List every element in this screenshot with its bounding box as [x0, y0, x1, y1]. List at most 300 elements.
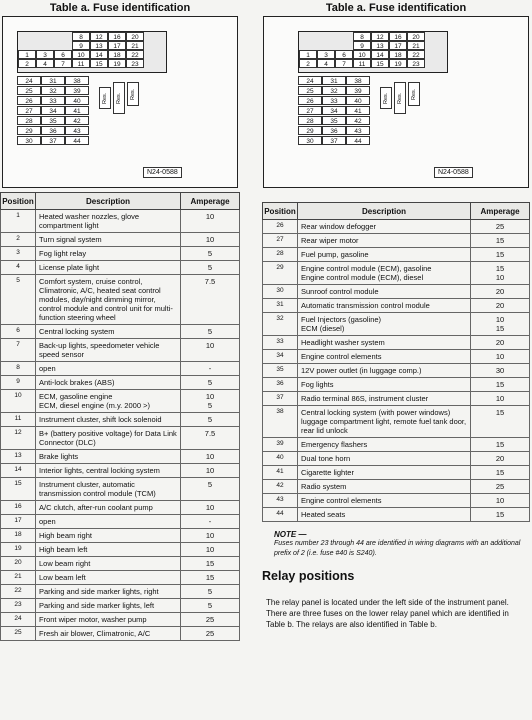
fuse-slot: 36 — [322, 126, 346, 135]
fuse-position: 5 — [1, 275, 36, 325]
fuse-row — [298, 96, 378, 105]
fuse-description: High beam left — [36, 543, 181, 557]
fuse-position: 32 — [263, 313, 298, 336]
fuse-row — [18, 41, 166, 50]
fuse-slot: 7 — [54, 59, 72, 68]
fuse-slot: 21 — [126, 41, 144, 50]
table-row — [1, 339, 240, 362]
fuse-slot: 43 — [65, 126, 89, 135]
table-row — [1, 585, 240, 599]
table-row — [1, 210, 240, 233]
relay-slot — [99, 87, 111, 109]
fuse-row — [299, 59, 447, 68]
fuse-position: 35 — [263, 364, 298, 378]
fuse-amperage: 5 — [181, 585, 240, 599]
fuse-slot: 17 — [389, 41, 407, 50]
fuse-amperage: 10 — [181, 210, 240, 233]
fuse-position: 14 — [1, 464, 36, 478]
fuse-position: 30 — [263, 285, 298, 299]
fuse-slot: 27 — [17, 106, 41, 115]
fuse-description: open — [36, 362, 181, 376]
fuse-amperage: 25 — [181, 627, 240, 641]
fuse-slot: 4 — [317, 59, 335, 68]
table-row — [1, 233, 240, 247]
fuse-description: Instrument cluster, shift lock solenoid — [36, 413, 181, 427]
fuse-position: 3 — [1, 247, 36, 261]
note-body: Fuses number 23 through 44 are identified in wiring diagrams with an additional prefix of 2 (i.e. fuse #40 is S240). — [274, 540, 521, 557]
fuse-amperage: - — [181, 515, 240, 529]
fuse-amperage: 15 — [471, 378, 530, 392]
fuse-description: Heated washer nozzles, glove compartment light — [36, 210, 181, 233]
fuse-amperage: 10 — [181, 450, 240, 464]
fuse-slot: 44 — [65, 136, 89, 145]
fuse-slot — [36, 32, 54, 41]
relay-positions-body: The relay panel is located under the left side of the instrument panel. There are three fuses on the lower relay panel which are identified in Table b. The relays are also identified in Table b. — [266, 598, 509, 629]
fuse-amperage: 25 — [471, 480, 530, 494]
fuse-slot: 9 — [72, 41, 90, 50]
fuse-description: Central locking system (with power windows) luggage compartment light, remote fuel tank door, rear lid unlock — [298, 406, 471, 438]
fuse-row — [298, 116, 378, 125]
fuse-slot: 8 — [353, 32, 371, 41]
fuse-slot: 1 — [18, 50, 36, 59]
fuse-slot: 13 — [371, 41, 389, 50]
fuse-amperage: 5 — [181, 247, 240, 261]
fuse-description: Rear wiper motor — [298, 234, 471, 248]
fuse-description: Interior lights, central locking system — [36, 464, 181, 478]
fuse-position: 34 — [263, 350, 298, 364]
fuse-slot: 10 — [353, 50, 371, 59]
fuse-amperage: 10 — [181, 464, 240, 478]
fuse-amperage: 15 — [471, 406, 530, 438]
fuse-position: 18 — [1, 529, 36, 543]
table-row — [1, 325, 240, 339]
table-row — [263, 313, 530, 336]
table-row — [263, 299, 530, 313]
fuse-row — [18, 59, 166, 68]
table-row — [1, 464, 240, 478]
fuse-slot: 22 — [407, 50, 425, 59]
table-row — [1, 390, 240, 413]
fuse-slot: 18 — [108, 50, 126, 59]
fuse-amperage: 5 — [181, 261, 240, 275]
fuse-description: Engine control module (ECM), gasoline Engine control module (ECM), diesel — [298, 262, 471, 285]
fuse-amperage: 10 — [181, 543, 240, 557]
fuse-position: 9 — [1, 376, 36, 390]
fuse-position: 20 — [1, 557, 36, 571]
left-table-title: Table a. Fuse identification — [49, 2, 191, 14]
fuse-slot: 11 — [72, 59, 90, 68]
right-table-title: Table a. Fuse identification — [325, 2, 467, 14]
fuse-position: 15 — [1, 478, 36, 501]
table-row — [263, 438, 530, 452]
fuse-slot: 28 — [298, 116, 322, 125]
table-row — [263, 285, 530, 299]
fuse-slot: 24 — [298, 76, 322, 85]
table-row — [1, 515, 240, 529]
fuse-amperage: 20 — [471, 285, 530, 299]
fuse-slot — [335, 32, 353, 41]
fuse-slot: 42 — [65, 116, 89, 125]
fuse-slot: 4 — [36, 59, 54, 68]
table-row — [1, 557, 240, 571]
fuse-slot: 12 — [371, 32, 389, 41]
fuse-row — [17, 96, 97, 105]
left-fuse-table — [0, 192, 240, 641]
fuse-position: 28 — [263, 248, 298, 262]
fuse-description: Back-up lights, speedometer vehicle speed sensor — [36, 339, 181, 362]
diagram-code: N24-0588 — [434, 167, 473, 178]
relay-label: Res. — [102, 92, 108, 104]
relay-slot — [113, 82, 125, 114]
fuse-description: Turn signal system — [36, 233, 181, 247]
table-row — [1, 478, 240, 501]
fuse-description: Headlight washer system — [298, 336, 471, 350]
fuse-slot — [18, 41, 36, 50]
header-position: Position — [263, 203, 298, 220]
fuse-description: A/C clutch, after-run coolant pump — [36, 501, 181, 515]
fuse-slot: 11 — [353, 59, 371, 68]
fuse-slot: 2 — [18, 59, 36, 68]
table-row — [1, 613, 240, 627]
fuse-slot: 23 — [126, 59, 144, 68]
fuse-slot: 31 — [322, 76, 346, 85]
fuse-amperage: 20 — [471, 299, 530, 313]
fuse-amperage: 7.5 — [181, 427, 240, 450]
fuse-description: Low beam right — [36, 557, 181, 571]
fuse-position: 8 — [1, 362, 36, 376]
fuse-description: Sunroof control module — [298, 285, 471, 299]
fuse-amperage: 25 — [471, 220, 530, 234]
fuse-row — [17, 126, 97, 135]
fuse-description: 12V power outlet (in luggage comp.) — [298, 364, 471, 378]
fuse-position: 2 — [1, 233, 36, 247]
table-row — [1, 627, 240, 641]
fuse-box-lower — [17, 75, 97, 159]
fuse-slot: 16 — [389, 32, 407, 41]
header-description: Description — [36, 193, 181, 210]
fuse-slot: 19 — [108, 59, 126, 68]
fuse-slot: 33 — [322, 96, 346, 105]
fuse-position: 38 — [263, 406, 298, 438]
fuse-slot: 15 — [90, 59, 108, 68]
fuse-amperage: 10 — [181, 233, 240, 247]
fuse-position: 7 — [1, 339, 36, 362]
fuse-position: 37 — [263, 392, 298, 406]
fuse-description: High beam right — [36, 529, 181, 543]
fuse-slot: 38 — [65, 76, 89, 85]
relay-label: Res. — [116, 92, 122, 104]
table-row — [263, 392, 530, 406]
fuse-slot: 29 — [298, 126, 322, 135]
fuse-box-lower — [298, 75, 378, 159]
fuse-slot: 19 — [389, 59, 407, 68]
table-row — [1, 247, 240, 261]
fuse-slot: 39 — [346, 86, 370, 95]
fuse-description: open — [36, 515, 181, 529]
fuse-amperage: 10 — [181, 339, 240, 362]
right-fuse-diagram — [263, 16, 529, 188]
fuse-slot: 36 — [41, 126, 65, 135]
fuse-slot: 22 — [126, 50, 144, 59]
fuse-slot: 20 — [126, 32, 144, 41]
fuse-position: 17 — [1, 515, 36, 529]
fuse-description: Brake lights — [36, 450, 181, 464]
fuse-position: 1 — [1, 210, 36, 233]
fuse-slot: 14 — [90, 50, 108, 59]
fuse-description: Rear window defogger — [298, 220, 471, 234]
fuse-row — [298, 106, 378, 115]
table-row — [1, 427, 240, 450]
table-row — [1, 529, 240, 543]
left-column — [0, 0, 240, 641]
fuse-position: 43 — [263, 494, 298, 508]
fuse-slot — [54, 41, 72, 50]
fuse-slot — [36, 41, 54, 50]
fuse-amperage: 25 — [181, 613, 240, 627]
fuse-slot: 26 — [17, 96, 41, 105]
fuse-row — [298, 126, 378, 135]
fuse-amperage: 15 10 — [471, 262, 530, 285]
table-row — [263, 508, 530, 522]
fuse-row — [18, 50, 166, 59]
table-row — [1, 376, 240, 390]
fuse-position: 19 — [1, 543, 36, 557]
relay-label: Res. — [383, 92, 389, 104]
fuse-position: 11 — [1, 413, 36, 427]
fuse-description: Cigarette lighter — [298, 466, 471, 480]
fuse-slot — [317, 32, 335, 41]
fuse-slot: 21 — [407, 41, 425, 50]
table-row — [263, 364, 530, 378]
fuse-position: 29 — [263, 262, 298, 285]
fuse-position: 25 — [1, 627, 36, 641]
fuse-slot: 29 — [17, 126, 41, 135]
fuse-position: 39 — [263, 438, 298, 452]
fuse-description: Engine control elements — [298, 350, 471, 364]
fuse-amperage: 5 — [181, 325, 240, 339]
fuse-slot: 2 — [299, 59, 317, 68]
fuse-slot — [317, 41, 335, 50]
fuse-slot: 31 — [41, 76, 65, 85]
fuse-amperage: 20 — [471, 452, 530, 466]
fuse-slot: 42 — [346, 116, 370, 125]
fuse-slot: 26 — [298, 96, 322, 105]
fuse-slot: 38 — [346, 76, 370, 85]
fuse-position: 21 — [1, 571, 36, 585]
fuse-slot: 40 — [65, 96, 89, 105]
fuse-amperage: 10 15 — [471, 313, 530, 336]
table-row — [263, 234, 530, 248]
left-fuse-diagram — [2, 16, 238, 188]
fuse-description: Fuel pump, gasoline — [298, 248, 471, 262]
fuse-description: Low beam left — [36, 571, 181, 585]
fuse-slot: 43 — [346, 126, 370, 135]
fuse-description: Dual tone horn — [298, 452, 471, 466]
fuse-description: License plate light — [36, 261, 181, 275]
table-row — [263, 262, 530, 285]
fuse-slot: 25 — [298, 86, 322, 95]
fuse-slot: 30 — [17, 136, 41, 145]
table-row — [263, 480, 530, 494]
table-row — [1, 450, 240, 464]
relay-positions-heading: Relay positions — [262, 569, 355, 583]
table-row — [263, 336, 530, 350]
table-row — [1, 362, 240, 376]
fuse-amperage: 5 — [181, 478, 240, 501]
fuse-description: Automatic transmission control module — [298, 299, 471, 313]
table-row — [1, 599, 240, 613]
fuse-slot: 12 — [90, 32, 108, 41]
fuse-slot: 34 — [41, 106, 65, 115]
fuse-row — [17, 136, 97, 145]
relay-slot — [127, 82, 139, 106]
table-row — [1, 413, 240, 427]
fuse-box — [298, 31, 448, 73]
fuse-description: Fuel Injectors (gasoline) ECM (diesel) — [298, 313, 471, 336]
fuse-amperage: - — [181, 362, 240, 376]
relay-slot — [380, 87, 392, 109]
fuse-position: 27 — [263, 234, 298, 248]
fuse-amperage: 10 — [471, 494, 530, 508]
fuse-amperage: 10 — [471, 350, 530, 364]
fuse-description: Radio terminal 86S, instrument cluster — [298, 392, 471, 406]
fuse-slot — [18, 32, 36, 41]
fuse-position: 6 — [1, 325, 36, 339]
table-row — [1, 571, 240, 585]
fuse-description: Fresh air blower, Climatronic, A/C — [36, 627, 181, 641]
fuse-row — [298, 86, 378, 95]
fuse-description: Central locking system — [36, 325, 181, 339]
right-column — [262, 0, 530, 630]
fuse-slot: 20 — [407, 32, 425, 41]
fuse-slot: 32 — [41, 86, 65, 95]
fuse-description: Radio system — [298, 480, 471, 494]
fuse-position: 23 — [1, 599, 36, 613]
fuse-amperage: 20 — [471, 336, 530, 350]
fuse-description: Fog light relay — [36, 247, 181, 261]
fuse-position: 24 — [1, 613, 36, 627]
fuse-slot: 32 — [322, 86, 346, 95]
fuse-row — [17, 116, 97, 125]
fuse-slot: 41 — [65, 106, 89, 115]
fuse-slot: 39 — [65, 86, 89, 95]
fuse-slot: 30 — [298, 136, 322, 145]
fuse-description: Parking and side marker lights, right — [36, 585, 181, 599]
header-description: Description — [298, 203, 471, 220]
fuse-amperage: 15 — [471, 508, 530, 522]
fuse-row — [299, 41, 447, 50]
fuse-position: 13 — [1, 450, 36, 464]
relay-label: Res. — [397, 92, 403, 104]
relay-slot — [394, 82, 406, 114]
table-row — [263, 466, 530, 480]
relay-slot — [408, 82, 420, 106]
fuse-slot: 40 — [346, 96, 370, 105]
fuse-slot: 23 — [407, 59, 425, 68]
fuse-slot — [54, 32, 72, 41]
fuse-slot: 24 — [17, 76, 41, 85]
fuse-slot: 8 — [72, 32, 90, 41]
fuse-slot: 27 — [298, 106, 322, 115]
fuse-slot: 37 — [41, 136, 65, 145]
fuse-row — [17, 76, 97, 85]
fuse-description: Fog lights — [298, 378, 471, 392]
relay-label: Res. — [130, 88, 136, 100]
fuse-amperage: 10 — [471, 392, 530, 406]
fuse-amperage: 5 — [181, 376, 240, 390]
fuse-position: 41 — [263, 466, 298, 480]
table-row — [263, 220, 530, 234]
fuse-slot: 14 — [371, 50, 389, 59]
table-row — [1, 501, 240, 515]
table-row — [263, 494, 530, 508]
fuse-position: 33 — [263, 336, 298, 350]
fuse-slot: 16 — [108, 32, 126, 41]
fuse-slot: 18 — [389, 50, 407, 59]
fuse-row — [17, 106, 97, 115]
fuse-description: Front wiper motor, washer pump — [36, 613, 181, 627]
fuse-slot: 25 — [17, 86, 41, 95]
fuse-row — [18, 32, 166, 41]
fuse-slot: 9 — [353, 41, 371, 50]
fuse-box — [17, 31, 167, 73]
fuse-amperage: 5 — [181, 599, 240, 613]
fuse-row — [298, 76, 378, 85]
fuse-row — [299, 32, 447, 41]
fuse-description: Instrument cluster, automatic transmission control module (TCM) — [36, 478, 181, 501]
fuse-amperage: 7.5 — [181, 275, 240, 325]
fuse-slot — [299, 41, 317, 50]
fuse-amperage: 30 — [471, 364, 530, 378]
fuse-position: 31 — [263, 299, 298, 313]
fuse-amperage: 10 5 — [181, 390, 240, 413]
fuse-amperage: 15 — [471, 438, 530, 452]
fuse-position: 4 — [1, 261, 36, 275]
fuse-description: Engine control elements — [298, 494, 471, 508]
fuse-position: 10 — [1, 390, 36, 413]
fuse-amperage: 15 — [181, 557, 240, 571]
table-row — [1, 275, 240, 325]
fuse-slot — [299, 32, 317, 41]
fuse-slot: 6 — [54, 50, 72, 59]
fuse-amperage: 15 — [181, 571, 240, 585]
right-fuse-table — [262, 202, 530, 522]
fuse-slot: 17 — [108, 41, 126, 50]
fuse-position: 36 — [263, 378, 298, 392]
fuse-slot: 28 — [17, 116, 41, 125]
fuse-slot: 44 — [346, 136, 370, 145]
fuse-amperage: 10 — [181, 501, 240, 515]
fuse-slot: 35 — [41, 116, 65, 125]
fuse-position: 22 — [1, 585, 36, 599]
fuse-position: 26 — [263, 220, 298, 234]
table-row — [1, 261, 240, 275]
fuse-description: Emergency flashers — [298, 438, 471, 452]
fuse-row — [17, 86, 97, 95]
fuse-position: 16 — [1, 501, 36, 515]
relay-label: Res. — [411, 88, 417, 100]
fuse-slot — [335, 41, 353, 50]
fuse-amperage: 15 — [471, 234, 530, 248]
fuse-amperage: 15 — [471, 466, 530, 480]
fuse-amperage: 10 — [181, 529, 240, 543]
fuse-row — [298, 136, 378, 145]
fuse-slot: 15 — [371, 59, 389, 68]
fuse-slot: 41 — [346, 106, 370, 115]
fuse-description: Anti-lock brakes (ABS) — [36, 376, 181, 390]
fuse-slot: 3 — [317, 50, 335, 59]
fuse-description: ECM, gasoline engine ECM, diesel engine (m.y. 2000 >) — [36, 390, 181, 413]
